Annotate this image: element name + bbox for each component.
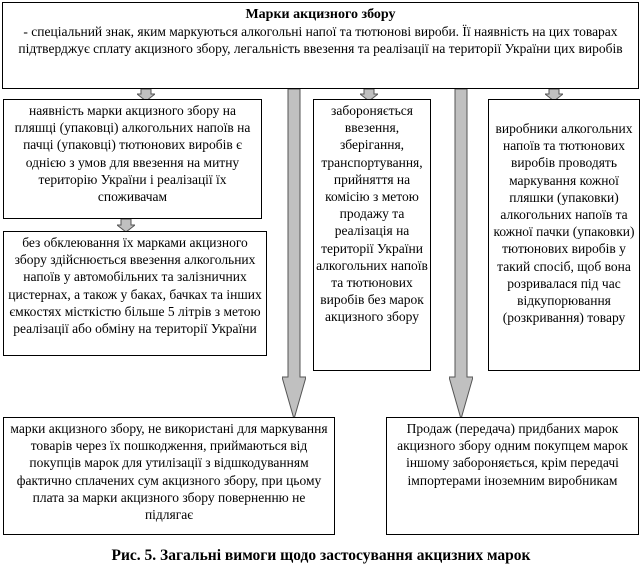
arrow-to-bottom-right: [449, 89, 473, 419]
definition-box: [2, 2, 639, 89]
figure-caption: Рис. 5. Загальні вимоги щодо застосування акцизних марок: [111, 547, 531, 564]
requirement-box-producers: виробники алкогольних напоїв та тютюнових виробів проводять маркування кожної пляшки (упаковки) алкогольних напоїв та кожної пачки (упаковки) тютюнових виробів у такий спосіб, щоб вона розривалася під час відкупорювання (розкривання) товару: [488, 99, 640, 371]
requirement-box-damaged-marks: марки акцизного збору, не використані для маркування товарів через їх пошкодження, приймаються від покупців марок для утилізації з відшкодуванням фактично сплачених сум акцизного збору, при цьому плата за марки акцизного збору поверненню не підлягає: [3, 417, 335, 535]
requirement-box-exemption: без обклеювання їх марками акцизного збору здійснюється ввезення алкогольних напоїв у автомобільних та залізничних цистернах, а також у баках, бачках та інших ємкостях місткістю більше 5 літрів з метою реалізації або обміну на території України: [3, 231, 267, 356]
requirement-box-prohibition: забороняється ввезення, зберігання, транспортування, прийняття на комісію з метою продажу та реалізація на території України алкогольних напоїв та тютюнових виробів без марок акцизного збору: [313, 99, 431, 371]
arrow-to-bottom-left: [282, 89, 306, 419]
definition-title: Марки акцизного збору: [245, 7, 396, 22]
definition-text: - спеціальний знак, яким маркуються алкогольні напої та тютюнові вироби. Її наявність на цих товарах підтверджує сплату акцизного збору, легальність ввезення та реалізації на території України цих виробів: [18, 24, 623, 57]
requirement-box-presence: наявність марки акцизного збору на пляшці (упаковці) алкогольних напоїв на пачці (упаковці) тютюнових виробів є однією з умов для ввезення на митну територію України і реалізації їх споживачам: [3, 99, 262, 219]
requirement-box-resale-ban: Продаж (передача) придбаних марок акцизного збору одним покупцем марок іншому забороняється, крім передачі імпортерами іноземним виробникам: [386, 417, 639, 535]
